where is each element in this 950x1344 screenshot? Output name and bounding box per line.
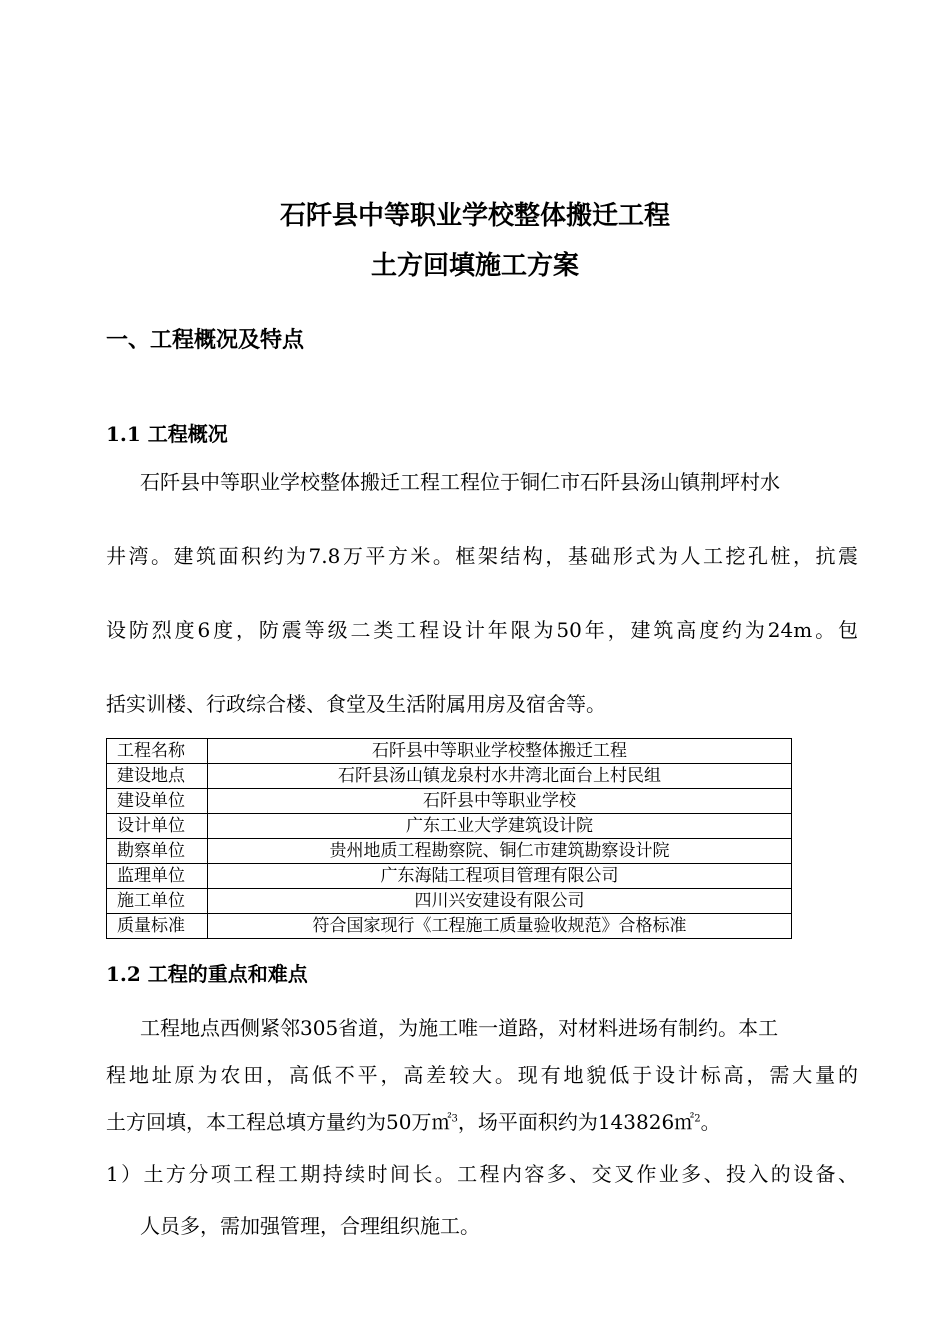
table-row — [107, 889, 792, 914]
row-value: 广东工业大学建筑设计院 — [208, 814, 792, 839]
table-row — [107, 864, 792, 889]
row-label: 施工单位 — [107, 889, 208, 914]
row-label: 工程名称 — [107, 739, 208, 764]
table-row — [107, 739, 792, 764]
overview-line: 井湾。建筑面积约为7.8万平方米。框架结构，基础形式为人工挖孔桩，抗震 — [106, 544, 858, 568]
table-row — [107, 814, 792, 839]
list-item-1-line: 人员多，需加强管理，合理组织施工。 — [140, 1214, 480, 1238]
row-label: 建设单位 — [107, 789, 208, 814]
fill-volume-text: 土方回填，本工程总填方量约为50万㎡ — [106, 1110, 452, 1134]
table-row — [107, 789, 792, 814]
superscript: 2 — [694, 1113, 701, 1125]
period: 。 — [700, 1110, 721, 1134]
table-row — [107, 764, 792, 789]
row-value: 符合国家现行《工程施工质量验收规范》合格标准 — [208, 914, 792, 939]
key-points-line — [106, 1106, 721, 1135]
overview-line: 设防烈度6度，防震等级二类工程设计年限为50年，建筑高度约为24m。包 — [106, 618, 858, 642]
row-label: 设计单位 — [107, 814, 208, 839]
row-label: 监理单位 — [107, 864, 208, 889]
table-row — [107, 839, 792, 864]
subsection-heading-1-2: 1.2 工程的重点和难点 — [106, 962, 308, 986]
row-value: 四川兴安建设有限公司 — [208, 889, 792, 914]
overview-line: 括实训楼、行政综合楼、食堂及生活附属用房及宿舍等。 — [106, 692, 606, 716]
document-title-line1: 石阡县中等职业学校整体搬迁工程 — [279, 201, 670, 231]
row-label: 质量标准 — [107, 914, 208, 939]
superscript: 3 — [451, 1113, 458, 1125]
area-text: ，场平面积约为143826㎡ — [457, 1110, 695, 1134]
project-info-table — [106, 738, 792, 939]
row-value: 石阡县中等职业学校 — [208, 789, 792, 814]
key-points-line: 程地址原为农田，高低不平，高差较大。现有地貌低于设计标高，需大量的 — [106, 1063, 858, 1087]
row-label: 勘察单位 — [107, 839, 208, 864]
section-heading-1: 一、工程概况及特点 — [106, 327, 305, 353]
row-value: 贵州地质工程勘察院、铜仁市建筑勘察设计院 — [208, 839, 792, 864]
key-points-line: 工程地点西侧紧邻305省道，为施工唯一道路，对材料进场有制约。本工 — [140, 1016, 779, 1040]
document-title-line2: 土方回填施工方案 — [370, 251, 579, 281]
row-label: 建设地点 — [107, 764, 208, 789]
row-value: 石阡县汤山镇龙泉村水井湾北面台上村民组 — [208, 764, 792, 789]
list-item-1-line: 1）土方分项工程工期持续时间长。工程内容多、交叉作业多、投入的设备、 — [106, 1162, 858, 1186]
row-value: 广东海陆工程项目管理有限公司 — [208, 864, 792, 889]
subsection-heading-1-1: 1.1 工程概况 — [106, 422, 228, 446]
row-value: 石阡县中等职业学校整体搬迁工程 — [208, 739, 792, 764]
overview-line: 石阡县中等职业学校整体搬迁工程工程位于铜仁市石阡县汤山镇荆坪村水 — [140, 470, 780, 494]
table-row — [107, 914, 792, 939]
